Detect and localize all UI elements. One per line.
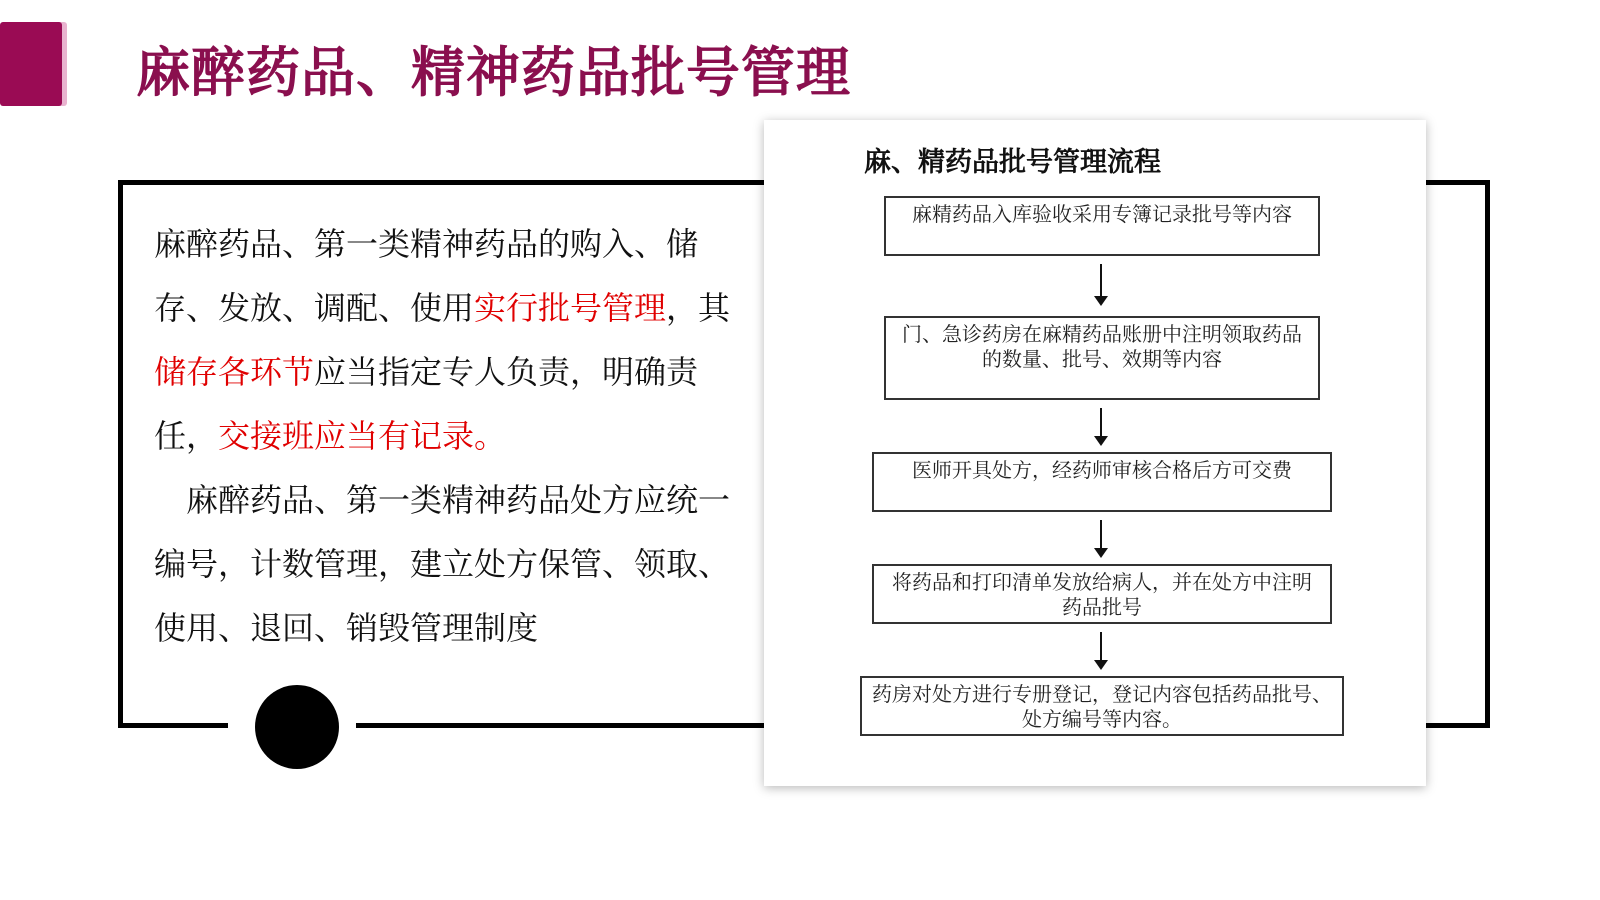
- flow-step-1: 麻精药品入库验收采用专簿记录批号等内容: [884, 196, 1320, 256]
- highlight-batch-management: 实行批号管理: [474, 289, 667, 327]
- flowchart-title: 麻、精药品批号管理流程: [864, 147, 1161, 178]
- text-segment: 麻醉药品、第一类精神药品的购入、储存、发放、调配、使用: [154, 225, 699, 327]
- text-segment: ，其: [666, 289, 731, 327]
- body-text: [154, 212, 736, 660]
- flow-step-4: 将药品和打印清单发放给病人，并在处方中注明药品批号: [872, 564, 1332, 624]
- decorative-dot: [255, 685, 339, 769]
- flow-step-2: 门、急诊药房在麻精药品账册中注明领取药品的数量、批号、效期等内容: [884, 316, 1320, 400]
- flow-arrow-4: [1100, 632, 1102, 668]
- flow-arrow-1: [1100, 264, 1102, 304]
- title-accent-block: [0, 22, 62, 106]
- highlight-storage-steps: 储存各环节: [154, 353, 315, 391]
- paragraph-prescription-management: 麻醉药品、第一类精神药品处方应统一编号，计数管理，建立处方保管、领取、使用、退回、销毁管理制度: [154, 481, 731, 647]
- flowchart-card: [764, 120, 1426, 786]
- flow-arrow-2: [1100, 408, 1102, 444]
- slide-title: 麻醉药品、精神药品批号管理: [136, 41, 851, 104]
- paragraph-batch-management: [154, 212, 736, 468]
- flow-step-5: 药房对处方进行专册登记，登记内容包括药品批号、处方编号等内容。: [860, 676, 1344, 736]
- highlight-shift-record: 交接班应当有记录。: [218, 417, 507, 455]
- flow-step-3: 医师开具处方，经药师审核合格后方可交费: [872, 452, 1332, 512]
- flow-arrow-3: [1100, 520, 1102, 556]
- text-segment: 应当指定专人负责，明确责任，: [154, 353, 699, 455]
